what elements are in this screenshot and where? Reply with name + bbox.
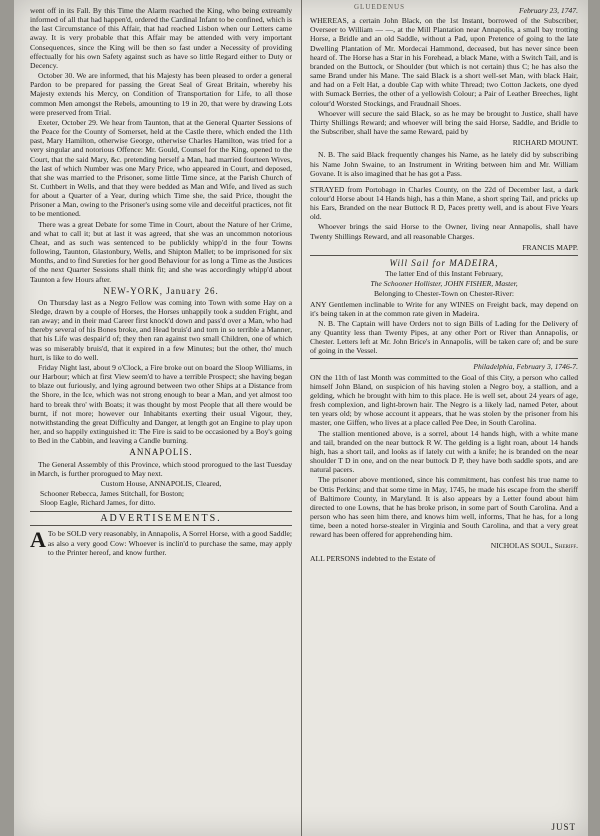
left-column bbox=[30, 6, 292, 558]
sail-heading: Will Sail for MADEIRA, bbox=[389, 257, 499, 268]
dropcap: A bbox=[30, 527, 46, 553]
article-philadelphia: ON the 11th of last Month was committed to the Goal of this City, a person who called himself John Bland, on suspicion of his having stolen a Negro boy, a stallion, and a gelding, which he brought with him to this place. He is well set, about 24 years of age, fresh complexion, and light-brown hair. The Negro is a likely lad, named Peter, about ten years old; by whose account it appears, that he was stolen by the prisoner from his master, one Giffen, who lives at a place called Pee Dee, in South Carolina. bbox=[310, 372, 578, 428]
advert-wines: ANY Gentlemen inclinable to Write for any WINES on Freight back, may depend on it's being taken in at the common rate given in Madeira. bbox=[310, 299, 578, 318]
annapolis-headline: ANNAPOLIS. bbox=[129, 447, 193, 458]
advert-horse-sale bbox=[30, 529, 292, 556]
catchword: JUST bbox=[551, 822, 576, 832]
article-stallion: The stallion mentioned above, is a sorrel, about 14 hands high, with a white mane and tail, branded on the near buttock R W. The gelding is a light roan, about 14 hands high, has a short tail, and looks as if lately cut with a knife; he is branded on the near shoulder T D in one, and on the near buttock D P, they have both saddle spots, and are natural pacers. bbox=[310, 428, 578, 475]
signature-mapp: FRANCIS MAPP. bbox=[522, 242, 578, 252]
right-column bbox=[310, 6, 578, 564]
article-newyork-2: Friday Night last, about 9 o'Clock, a Fire broke out on board the Sloop Williams, in our Harbour; which at first View seem'd to have a terrible Prospect; she having began to blaze out furiously, and lying aground between two other Ships at a Distance from the Shore, in the Ice, which was not strong enough to bear a Man, and yet almost too hard to break thro' with Boats; it was thought by most People that all there would be burnt, if not more; however our Inhabitants exerting their usual Vigour, they, notwithstanding the great Difficulty and Danger, at length got an Engine to play upon her, and so happily extinguished it: The Fire is said to be occasioned by a Boy's going to Bed in the Cabbin, and leaving a Candle burning. bbox=[30, 362, 292, 446]
signature-soul: NICHOLAS SOUL, Sheriff. bbox=[490, 541, 578, 551]
signature-mount: RICHARD MOUNT. bbox=[512, 138, 578, 148]
divider bbox=[310, 358, 578, 359]
advert-black-reward: Whoever will secure the said Black, so as he may be brought to Justice, shall have Thirty Shillings Reward; and whoever will bring the said Horse, Saddle, and Bridle to the Subscriber, shall have the same Reward, paid by bbox=[310, 108, 578, 137]
column-divider bbox=[301, 0, 302, 836]
article-newyork-1: On Thursday last as a Negro Fellow was coming into Town with some Hay on a Sledge, drawn by a couple of Horses, the Horses unhappily took a sudden Fright, and ran away; and in their mad Career first knock'd down and pass'd over a Man, who had thereby several of his Bones broke, and Head bruis'd and torn in so terrible a Manner, that his Life was despair'd of; they then ran against two small Children, one of which was so miserably bruis'd, that it expired in a few Minutes; but the other, tho' much hurt, is like to do well. bbox=[30, 297, 292, 362]
advert-strayed-reward: Whoever brings the said Horse to the Owner, living near Annapolis, shall have Twenty Shillings Reward, and all reasonable Charges. bbox=[310, 222, 578, 241]
divider bbox=[310, 255, 578, 256]
note-captain: N. B. The Captain will have Orders not to sign Bills of Lading for the Delivery of any Quantity less than Twenty Pipes, at any other Port or River than Annapolis, or Chester. Letters left at Mr. John Brice's in Annapolis, will be taken care of; and be sure of going in the Vessel. bbox=[310, 318, 578, 356]
newyork-headline: NEW-YORK, January 26. bbox=[103, 285, 219, 296]
custom-house: Custom House, ANNAPOLIS, Cleared, bbox=[100, 478, 222, 488]
article-exeter: Exeter, October 29. We hear from Taunton, that at the General Quarter Sessions of the Peace for the County of Somerset, held at the Castle there, which ended the 11th past, Mary Hamilton, otherwise George, otherwise Charles Hamilton, was tried for a very singular and notorious Offence: Mr. Gould, Counsel for the King, opened to the Court, that the said Mary, &c. pretending herself a Man, had married fourteen Wives, the last of which Number was one Mary Price, who appeared in Court, and deposed, that she was married to the Prisoner, some little Time since, at the Parish Church of St. Cuthbert in Wells, and that they were bedded as Man and Wife, and lived as such for about a Quarter of a Year, during which Time she, the said Price, thought the Prisoner a Man, owing to the Prisoner's using some vile and deceitful practices, not fit to be mentioned. bbox=[30, 117, 292, 219]
dateline-1: February 23, 1747. bbox=[518, 6, 578, 15]
note-black: N. B. The said Black frequently changes his Name, as he lately did by subscribing his Name John Swaine, to an Instrument in Writing between him and Mr. William Govane. It is also imagined that he has got a Pass. bbox=[310, 150, 578, 178]
dateline-2: Philadelphia, February 3, 1746-7. bbox=[473, 362, 578, 372]
sail-line-2: The latter End of this Instant February, bbox=[385, 269, 503, 279]
divider bbox=[310, 181, 578, 182]
shipping-entry-1: Schooner Rebecca, James Stitchall, for Boston; bbox=[40, 488, 185, 498]
page-stamp: GLUEDENUS bbox=[354, 3, 405, 11]
shipping-entry-2: Sloop Eagle, Richard James, for ditto. bbox=[40, 498, 156, 508]
article-pardon: October 30. We are informed, that his Majesty has been pleased to order a general Pardon to be prepared for passing the Great Seal of Great Britain, whereby his Majesty extends his Mercy, on Condition of Transportation for Life, to all those common Men amongst the Rebels, amounting to 19 in 20, that were by drawing Lots were preserved from Trial. bbox=[30, 71, 292, 117]
sail-line-4: Belonging to Chester-Town on Chester-River: bbox=[373, 289, 515, 299]
advert-black-horse: WHEREAS, a certain John Black, on the 1st Instant, borrowed of the Subscriber, Overseer to William — —, at the Mill Plantation near Annapolis, a small bay trotting Horse, a Bridle and an old Saddle, without a Pad, upon Pretence of going to the late Dwelling Plantation of Mr. Mordecai Hammond, deceased, but has never since been heard of. The Horse has a Star in his Forehead, a black Mane, with a Switch Tail, and is branded on the Buttock, or Shoulder (but which is not certain) thus C; he has also the same Brand under his Mane. The said Black is a short well-set Man, with black Hair, and had on a Felt Hat, a double Cap with white Thread; two Cotton Jackets, one dyed with Sumack Berries, the other of a yellowish Colour; a Pair of Leather Breeches, light colour'd Worsted Stockings, and Fraudnail Shoes. bbox=[310, 16, 578, 108]
article-cardinal: went off in its Fall. By this Time the Alarm reached the King, who being extreamly informed of all that had happen'd, ordered the Cardinal Infant to be confined, which is the last Circumstance of this Affair, that had reached Lisbon when our Letters came away. It is very probable that this Affair may be attended with very important Consequences, since the King will be then so fast under a Necessity of providing effectually for his own Safety against such as have so little Regard either to Duty or Decency. bbox=[30, 6, 292, 70]
advert-tail: ALL PERSONS indebted to the Estate of bbox=[310, 553, 436, 563]
newspaper-page bbox=[14, 0, 588, 836]
sail-line-3: The Schooner Hollister, JOHN FISHER, Master, bbox=[370, 279, 518, 289]
article-prisoner: The prisoner above mentioned, since his commitment, has confest his true name to be Ottis Perkins; and that some time in May, 1745, he made his escape from the sheriff of Baltimore County, in Maryland. It is also appears by a Letter found about him directed to one Lowns, that he has broke prison, in some part of South Carolina. And a person who has seen him there, and knows him well, informs, That he has, for a long time, been a noted horse-stealer in Virginia and South Carolina, and that a very great reward has been offered for apprehending him. bbox=[310, 475, 578, 540]
advert-strayed: STRAYED from Portobago in Charles County, on the 22d of December last, a dark colour'd Horse about 14 Hands high, has a thin Mane, a short spring Tail, and pricks up his Ears, Branded on the near Buttock R D, Paces pretty well, and is about Five Years old. bbox=[310, 184, 578, 222]
advert-horse-sale-text: To be SOLD very reasonably, in Annapolis, A Sorrel Horse, with a good Saddle; as also a very good Cow: Whoever is inclin'd to purchase the same, may apply to the Printer hereof, and know further. bbox=[47, 529, 292, 557]
advertisements-heading: ADVERTISEMENTS. bbox=[30, 511, 292, 526]
article-annapolis: The General Assembly of this Province, which stood prorogued to the last Tuesday in March, is further prorogued to May next. bbox=[30, 459, 292, 478]
article-debate: There was a great Debate for some Time in Court, about the Nature of her Crime, and what to call it; but at last it was agreed, that she was an uncommon notorious Cheat, and as such was sentenced to be publickly whipp'd in the four Towns following, Taunton, Glastonbury, Wells, and Shipton Mallet; to be imprisoned for six Months, and to find Sureties for her good Behaviour for as long a Time as the Justices of the next Quarter Sessions shall think fit; and she was accordingly whipp'd about Taunton a few Hours after. bbox=[30, 219, 292, 284]
